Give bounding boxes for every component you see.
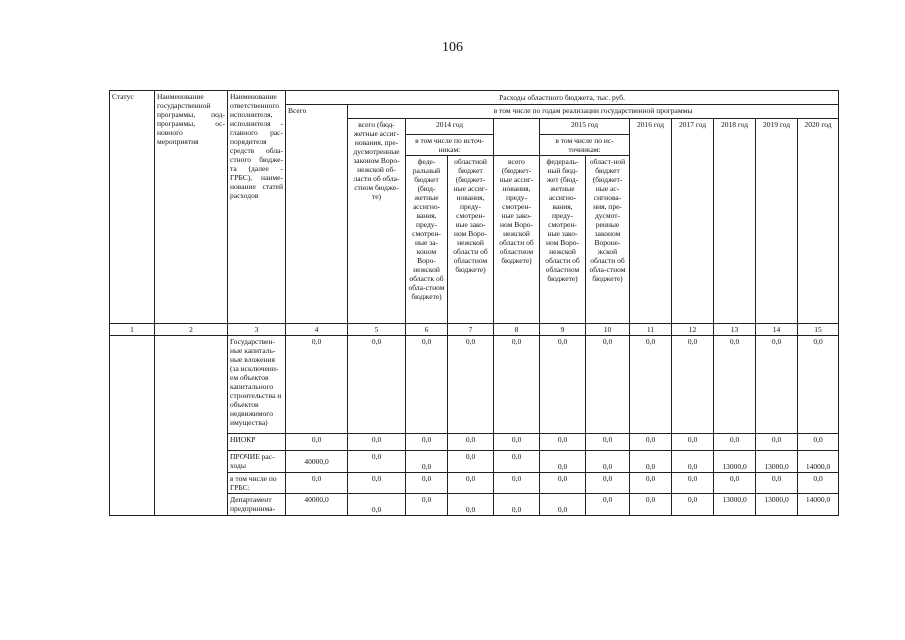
row-label: Государствен-ные капиталь-ные вложения (за исключени-ем объектов капитального строительства и объектов недвижимого имущества) xyxy=(228,336,286,434)
value-cell: 0,0 xyxy=(798,473,839,494)
value-cell: 0,0 xyxy=(406,494,448,516)
column-number: 2 xyxy=(155,324,228,336)
value-cell: 0,0 xyxy=(406,336,448,434)
value-cell: 0,0 xyxy=(586,451,630,473)
value-cell: 0,0 xyxy=(494,494,540,516)
value-cell: 0,0 xyxy=(406,434,448,451)
column-number: 9 xyxy=(540,324,586,336)
column-number: 10 xyxy=(586,324,630,336)
column-number: 12 xyxy=(672,324,714,336)
column-number: 15 xyxy=(798,324,839,336)
page-number: 106 xyxy=(442,40,463,55)
row-label: в том числе по ГРБС: xyxy=(228,473,286,494)
row-label: ПРОЧИЕ рас-ходы xyxy=(228,451,286,473)
column-number: 3 xyxy=(228,324,286,336)
value-cell: 0,0 xyxy=(586,434,630,451)
row-label: Департамент предпринима- xyxy=(228,494,286,516)
value-cell: 13000,0 xyxy=(714,451,756,473)
budget-table xyxy=(109,90,839,516)
value-cell: 13000,0 xyxy=(714,494,756,516)
header-expenses-title: Расходы областного бюджета, тыс. руб. xyxy=(286,91,839,105)
column-number: 8 xyxy=(494,324,540,336)
value-cell: 0,0 xyxy=(714,473,756,494)
header-incl-sources-2015: в том числе по ис-точникам: xyxy=(540,135,630,156)
column-number: 14 xyxy=(756,324,798,336)
row-label: НИОКР xyxy=(228,434,286,451)
value-cell: 0,0 xyxy=(348,494,406,516)
value-cell: 0,0 xyxy=(406,451,448,473)
value-cell: 0,0 xyxy=(448,494,494,516)
value-cell: 0,0 xyxy=(672,494,714,516)
header-total-2014: всего (бюд-жетные ассиг-нования, пре-дусмотренные законом Воро-нежской об-ласти об обла-стном бюдже-те) xyxy=(348,119,406,324)
value-cell: 0,0 xyxy=(672,473,714,494)
value-cell: 13000,0 xyxy=(756,451,798,473)
header-year-2018: 2018 год xyxy=(714,119,756,324)
value-cell: 0,0 xyxy=(286,336,348,434)
value-cell: 0,0 xyxy=(672,451,714,473)
header-total: Всего xyxy=(286,105,348,324)
column-number: 11 xyxy=(630,324,672,336)
header-year-2015: 2015 год xyxy=(540,119,630,135)
value-cell: 0,0 xyxy=(494,473,540,494)
value-cell: 0,0 xyxy=(286,434,348,451)
header-year-2017: 2017 год xyxy=(672,119,714,324)
value-cell: 0,0 xyxy=(756,473,798,494)
value-cell: 0,0 xyxy=(286,473,348,494)
value-cell: 0,0 xyxy=(586,336,630,434)
value-cell: 0,0 xyxy=(348,336,406,434)
column-number: 5 xyxy=(348,324,406,336)
value-cell: 0,0 xyxy=(448,473,494,494)
value-cell: 0,0 xyxy=(494,451,540,473)
column-number: 1 xyxy=(110,324,155,336)
value-cell: 0,0 xyxy=(540,336,586,434)
header-by-years: в том числе по годам реализации государственной программы xyxy=(348,105,839,119)
value-cell: 40000,0 xyxy=(286,451,348,473)
value-cell: 0,0 xyxy=(540,434,586,451)
program-cell xyxy=(155,336,228,516)
value-cell: 0,0 xyxy=(448,434,494,451)
value-cell: 0,0 xyxy=(630,434,672,451)
value-cell: 0,0 xyxy=(756,336,798,434)
header-executor: Наименование ответственного исполнителя, исполнителя - главного рас-порядителя средств обла-стного бюдже-та (далее - ГРБС), наиме-нование статей расходов xyxy=(228,91,286,324)
value-cell: 0,0 xyxy=(494,434,540,451)
value-cell: 0,0 xyxy=(672,434,714,451)
value-cell: 0,0 xyxy=(798,336,839,434)
value-cell: 0,0 xyxy=(714,434,756,451)
value-cell: 0,0 xyxy=(586,494,630,516)
status-cell xyxy=(110,336,155,516)
value-cell: 0,0 xyxy=(540,451,586,473)
value-cell: 0,0 xyxy=(798,434,839,451)
value-cell: 0,0 xyxy=(494,336,540,434)
value-cell: 0,0 xyxy=(448,336,494,434)
header-total-2015: всего (бюджет-ные ассиг-нования, преду-смотрен-ные зако-ном Воро-нежской области об областном бюджете) xyxy=(494,156,540,324)
column-number-row xyxy=(110,324,839,336)
value-cell: 0,0 xyxy=(756,434,798,451)
value-cell: 0,0 xyxy=(630,336,672,434)
column-number: 4 xyxy=(286,324,348,336)
value-cell: 0,0 xyxy=(672,336,714,434)
table-row xyxy=(110,336,839,434)
header-status: Статус xyxy=(110,91,155,324)
header-year-2020: 2020 год xyxy=(798,119,839,324)
value-cell: 0,0 xyxy=(586,473,630,494)
column-number: 7 xyxy=(448,324,494,336)
column-number: 6 xyxy=(406,324,448,336)
header-incl-sources-2014: в том числе по источ-никам: xyxy=(406,135,494,156)
header-year-2019: 2019 год xyxy=(756,119,798,324)
value-cell: 0,0 xyxy=(348,473,406,494)
header-year-2016: 2016 год xyxy=(630,119,672,324)
value-cell: 14000,0 xyxy=(798,451,839,473)
value-cell: 0,0 xyxy=(406,473,448,494)
value-cell: 0,0 xyxy=(348,451,406,473)
header-program-name: Наименование государственной программы, под-программы, ос-новного мероприятия xyxy=(155,91,228,324)
value-cell: 0,0 xyxy=(448,451,494,473)
header-regional-2015: област-ной бюджет (бюджет-ные ас-сигнова-ния, пре-дусмот-ренные законом Вороне-жской области об обла-стном бюджете) xyxy=(586,156,630,324)
value-cell: 13000,0 xyxy=(756,494,798,516)
header-year-2014: 2014 год xyxy=(406,119,494,135)
header-regional-2014: областной бюджет (бюджет-ные ассиг-нования, преду-смотрен-ные зако-ном Воро-нежской области об областном бюджете) xyxy=(448,156,494,324)
value-cell: 0,0 xyxy=(540,494,586,516)
value-cell: 14000,0 xyxy=(798,494,839,516)
value-cell: 40000,0 xyxy=(286,494,348,516)
header-federal-2015: федераль-ный бюд-жет (бюд-жетные ассигно-вания, преду-смотрен-ные зако-ном Воро-нежской области об областном бюджете) xyxy=(540,156,586,324)
header-federal-2014: феде-ральный бюджет (бюд-жетные ассигно-вания, преду-смотрен-ные за-коном Воро-нежской областк об обла-стном бюджете) xyxy=(406,156,448,324)
value-cell: 0,0 xyxy=(630,494,672,516)
value-cell: 0,0 xyxy=(714,336,756,434)
value-cell: 0,0 xyxy=(630,451,672,473)
value-cell: 0,0 xyxy=(540,473,586,494)
column-number: 13 xyxy=(714,324,756,336)
value-cell: 0,0 xyxy=(348,434,406,451)
value-cell: 0,0 xyxy=(630,473,672,494)
